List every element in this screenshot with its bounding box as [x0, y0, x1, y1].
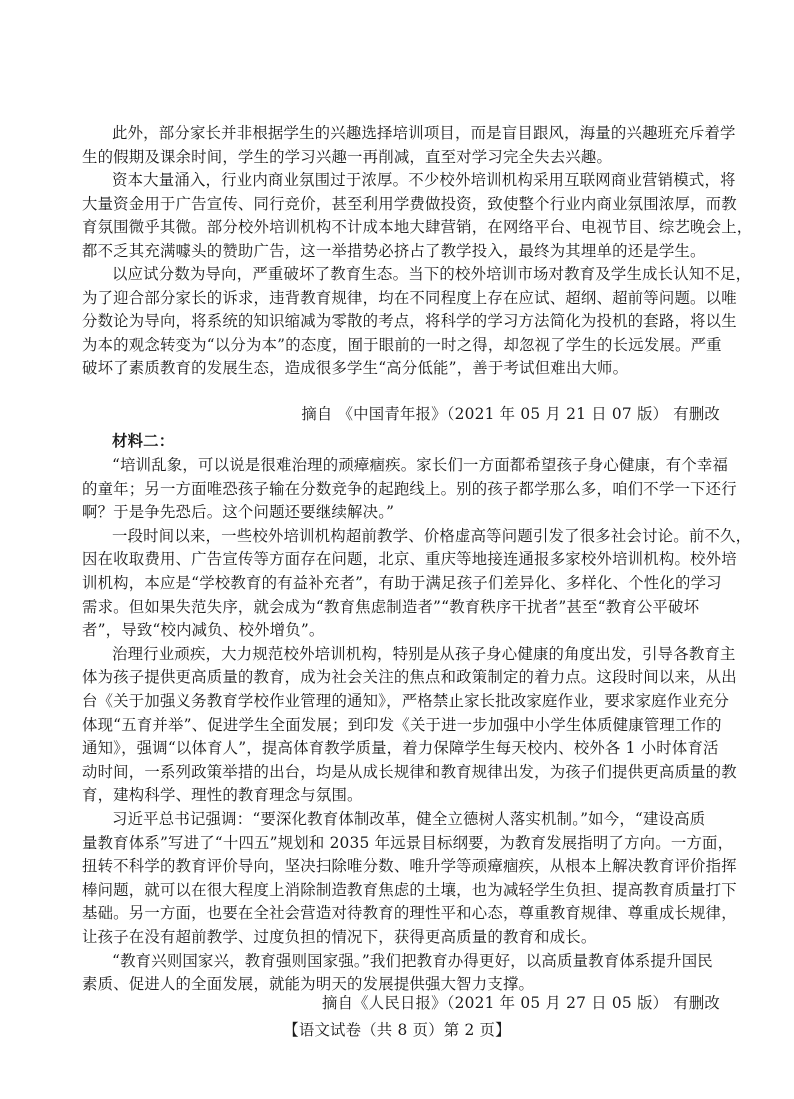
- paragraph-first-line: 习近平总书记强调：“要深化教育体制改革，健全立德树人落实机制。”如今，“建设高质: [112, 810, 706, 828]
- paragraph-line: 啊？于是争先恐后。这个问题还要继续解决。”: [82, 503, 395, 522]
- paragraph-first-line: “教育兴则国家兴，教育强则国家强。”我们把教育办得更好，以高质量教育体系提升国民: [112, 951, 713, 970]
- paragraph-line: 为本的观念转变为“以分为本”的态度，囿于眼前的一时之得，却忽视了学生的长远发展。严重: [82, 335, 722, 354]
- paragraph-line: 需求。但如果失范失序，就会成为“教育焦虑制造者”“教育秩序干扰者”甚至“教育公平破坏: [82, 597, 700, 616]
- source-citation-1: 摘自 《中国青年报》（2021 年 05 月 21 日 07 版） 有删改: [301, 405, 720, 423]
- material-two-heading: 材料二：: [112, 432, 175, 450]
- paragraph-line: 都不乏其充满噱头的赞助广告，这一举措势必挤占了教学投入，最终为其埋单的还是学生。: [82, 241, 706, 260]
- paragraph-line: 台《关于加强义务教育学校作业管理的通知》，严格禁止家长批改家庭作业，要求家庭作业充分: [82, 692, 730, 710]
- paragraph-line: 育氛围微乎其微。部分校外培训机构不计成本地大肆营销，在网络平台、电视节目、综艺晚会上，: [82, 218, 753, 236]
- paragraph-line: 训机构，本应是“学校教育的有益补充者”，有助于满足孩子们差异化、多样化、个性化的学习: [82, 574, 722, 592]
- paragraph-line: 破坏了素质教育的发展生态，造成很多学生“高分低能”，善于考试但难出大师。: [82, 359, 629, 377]
- paragraph-line: 通知》，强调“以体育人”，提高体育教学质量，着力保障学生每天校内、校外各 1 小时体育活: [82, 739, 719, 758]
- paragraph-line: 素质、促进人的全面发展，就能为明天的发展提供强大智力支撑。: [82, 975, 535, 994]
- paragraph-line: 让孩子在没有超前教学、过度负担的情况下，获得更高质量的教育和成长。: [82, 928, 597, 946]
- paragraph-line: 者”，导致“校内减负、校外增负”。: [82, 621, 325, 640]
- paragraph-first-line: 治理行业顽疾，大力规范校外培训机构，特别是从孩子身心健康的角度出发，引导各教育主: [112, 644, 736, 663]
- paragraph-first-line: 此外，部分家长并非根据学生的兴趣选择培训项目，而是盲目跟风，海量的兴趣班充斥着学: [112, 124, 736, 142]
- paragraph-line: 因在收取费用、广告宣传等方面存在问题，北京、重庆等地接连通报多家校外培训机构。校外培: [82, 550, 737, 569]
- paragraph-line: 动时间，一系列政策举措的出台，均是从成长规律和教育规律出发，为孩子们提供更高质量的教: [82, 762, 737, 781]
- paragraph-line: 的童年；另一方面唯恐孩子输在分数竞争的起跑线上。别的孩子都学那么多，咱们不学一下还行: [82, 479, 737, 498]
- paragraph-line: 扭转不科学的教育评价导向，坚决扫除唯分数、唯升学等顽瘴痼疾，从根本上解决教育评价指挥: [82, 857, 737, 876]
- paragraph-line: 分数论为导向，将系统的知识缩减为零散的考点，将科学的学习方法简化为投机的套路，将以生: [82, 312, 737, 330]
- paragraph-line: 大量资金用于广告宣传、同行竞价，甚至利用学费做投资，致使整个行业内商业氛围浓厚，而教: [82, 194, 737, 213]
- paragraph-line: 基础。另一方面，也要在全社会营造对待教育的理性平和心态，尊重教育规律、尊重成长规律，: [82, 904, 737, 923]
- source-citation-2: 摘自《人民日报》（2021 年 05 月 27 日 05 版） 有删改: [322, 994, 720, 1012]
- paragraph-line: 体为孩子提供更高质量的教育，成为社会关注的焦点和政策制定的着力点。这段时间以来，从出: [82, 668, 737, 687]
- page-footer: 【语文试卷（共 8 页）第 2 页】: [283, 1021, 511, 1039]
- paragraph-line: 育，建构科学、理性的教育理念与氛围。: [82, 786, 363, 805]
- paragraph-first-line: 资本大量涌入，行业内商业氛围过于浓厚。不少校外培训机构采用互联网商业营销模式，将: [112, 171, 736, 189]
- paragraph-line: 体现“五育并举”、促进学生全面发展；到印发《关于进一步加强中小学生体质健康管理工作的: [82, 715, 722, 734]
- paragraph-first-line: 以应试分数为导向，严重破坏了教育生态。当下的校外培训市场对教育及学生成长认知不足，: [112, 265, 752, 283]
- paragraph-first-line: “培训乱象，可以说是很难治理的顽瘴痼疾。家长们一方面都希望孩子身心健康，有个幸福: [112, 456, 729, 474]
- paragraph-line: 为了迎合部分家长的诉求，违背教育规律，均在不同程度上存在应试、超纲、超前等问题。以唯: [82, 288, 737, 307]
- paragraph-first-line: 一段时间以来，一些校外培训机构超前教学、价格虚高等问题引发了很多社会讨论。前不久，: [112, 526, 752, 545]
- paragraph-line: 量教育体系”写进了“十四五”规划和 2035 年远景目标纲要，为教育发展指明了方向。一方面，: [82, 833, 734, 852]
- paragraph-line: 生的假期及课余时间，学生的学习兴趣一再削减，直至对学习完全失去兴趣。: [82, 147, 613, 166]
- paragraph-line: 棒问题，就可以在很大程度上消除制造教育焦虑的土壤，也为减轻学生负担、提高教育质量打下: [82, 880, 737, 899]
